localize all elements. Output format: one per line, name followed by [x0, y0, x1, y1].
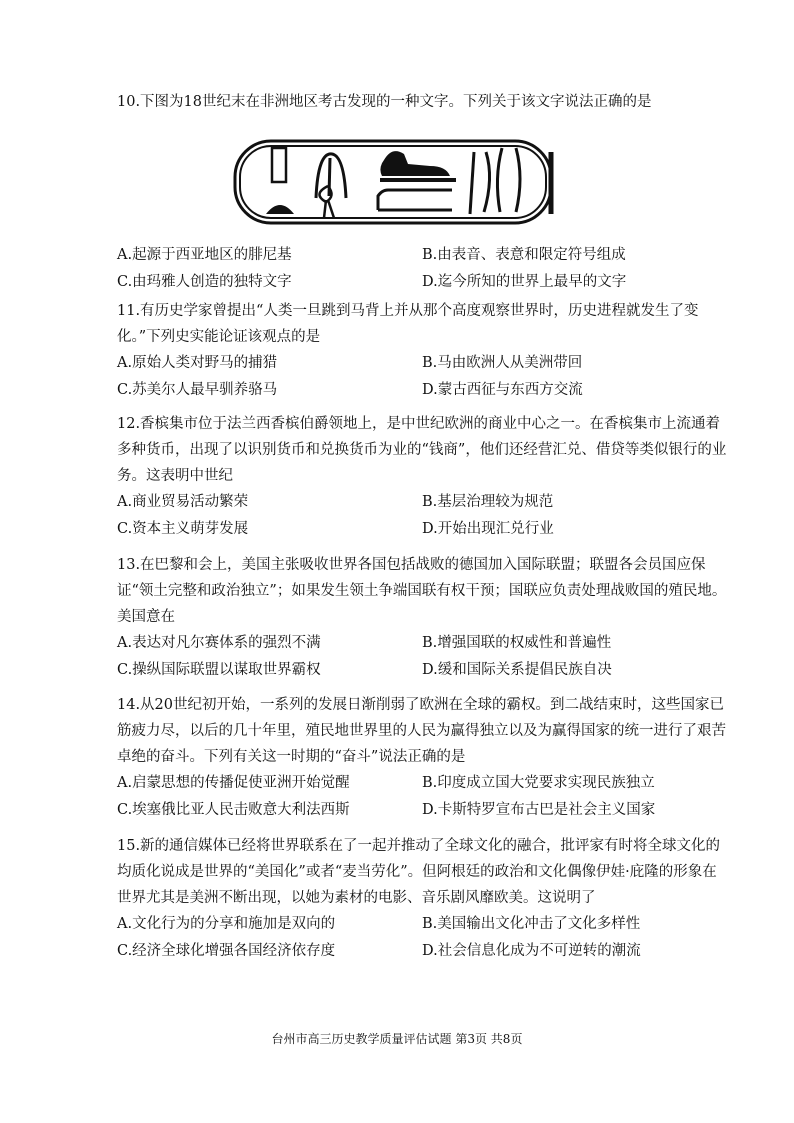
option-a[interactable]: A.商业贸易活动繁荣 [117, 494, 249, 510]
option-d[interactable]: D.卡斯特罗宣布古巴是社会主义国家 [422, 802, 656, 818]
question-stem: 15.新的通信媒体已经将世界联系在了一起并推动了全球文化的融合，批评家有时将全球文化的均质化说成是世界的“美国化”或者“麦当劳化”。但阿根廷的政治和文化偶像伊娃·庇隆的形象在世界尤其是美洲不断出现，以她为素材的电影、音乐剧风靡欧美。这说明了 [117, 838, 721, 906]
question-13 [117, 552, 729, 684]
option-c[interactable]: C.埃塞俄比亚人民击败意大利法西斯 [117, 802, 350, 818]
option-d[interactable]: D.迄今所知的世界上最早的文字 [422, 274, 627, 290]
option-c[interactable]: C.操纵国际联盟以谋取世界霸权 [117, 662, 321, 678]
option-c[interactable]: C.由玛雅人创造的独特文字 [117, 274, 292, 290]
option-b[interactable]: B.由表音、表意和限定符号组成 [422, 247, 626, 263]
option-d[interactable]: D.蒙古西征与东西方交流 [422, 382, 583, 398]
question-stem: 11.有历史学家曾提出“人类一旦跳到马背上并从那个高度观察世界时，历史进程就发生了变化。”下列史实能论证该观点的是 [117, 303, 699, 345]
option-d[interactable]: D.缓和国际关系提倡民族自决 [422, 662, 612, 678]
question-stem: 13.在巴黎和会上，美国主张吸收世界各国包括战败的德国加入国际联盟；联盟各会员国应保证“领土完整和政治独立”；如果发生领土争端国联有权干预；国联应负责处理战败国的殖民地。美国意在 [117, 557, 727, 625]
option-b[interactable]: B.印度成立国大党要求实现民族独立 [422, 775, 655, 791]
option-b[interactable]: B.基层治理较为规范 [422, 494, 554, 510]
option-c[interactable]: C.资本主义萌芽发展 [117, 521, 249, 537]
question-stem: 14.从20世纪初开始，一系列的发展日渐削弱了欧洲在全球的霸权。到二战结束时，这些国家已筋疲力尽，以后的几十年里，殖民地世界里的人民为赢得独立以及为赢得国家的统一进行了艰苦卓绝的奋斗。下列有关这一时期的“奋斗”说法正确的是 [117, 697, 726, 765]
option-a[interactable]: A.原始人类对野马的捕猎 [117, 355, 278, 371]
question-stem: 12.香槟集市位于法兰西香槟伯爵领地上，是中世纪欧洲的商业中心之一。在香槟集市上流通着多种货币，出现了以识别货币和兑换货币为业的“钱商”，他们还经营汇兑、借贷等类似银行的业务。这表明中世纪 [117, 416, 727, 484]
option-a[interactable]: A.启蒙思想的传播促使亚洲开始觉醒 [117, 775, 350, 791]
option-c[interactable]: C.经济全球化增强各国经济依存度 [117, 943, 336, 959]
question-stem: 10.下图为18世纪末在非洲地区考古发现的一种文字。下列关于该文字说法正确的是 [117, 94, 652, 110]
option-d[interactable]: D.社会信息化成为不可逆转的潮流 [422, 943, 641, 959]
option-d[interactable]: D.开始出现汇兑行业 [422, 521, 554, 537]
question-12 [117, 411, 729, 543]
question-10-options [117, 242, 729, 296]
option-b[interactable]: B.美国输出文化冲击了文化多样性 [422, 916, 641, 932]
question-11 [117, 298, 729, 404]
question-15 [117, 833, 729, 965]
hieroglyph-cartouche-image [232, 138, 566, 228]
option-b[interactable]: B.增强国联的权威性和普遍性 [422, 635, 612, 651]
option-a[interactable]: A.起源于西亚地区的腓尼基 [117, 247, 292, 263]
option-a[interactable]: A.文化行为的分享和施加是双向的 [117, 916, 336, 932]
question-10 [117, 89, 729, 115]
page-footer: 台州市高三历史教学质量评估试题 第3页 共8页 [271, 1032, 523, 1046]
option-a[interactable]: A.表达对凡尔赛体系的强烈不满 [117, 635, 321, 651]
question-14 [117, 692, 729, 824]
option-b[interactable]: B.马由欧洲人从美洲带回 [422, 355, 583, 371]
option-c[interactable]: C.苏美尔人最早驯养骆马 [117, 382, 278, 398]
